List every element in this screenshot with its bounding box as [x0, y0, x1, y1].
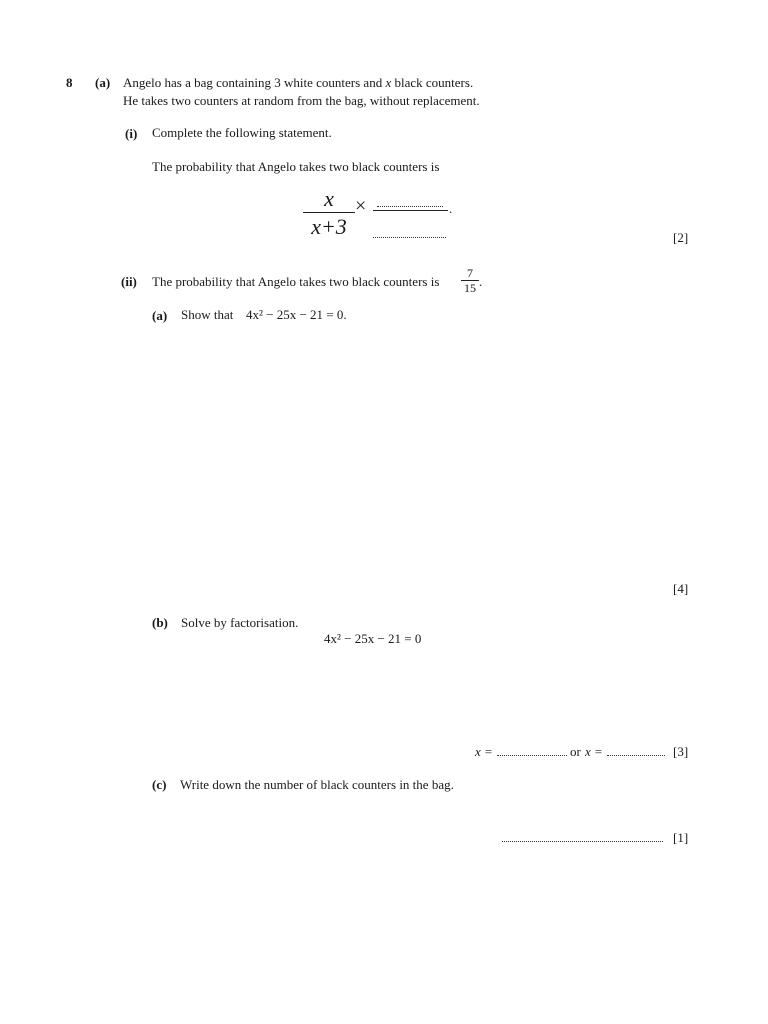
sub-a-equation: 4x² − 25x − 21 = 0.: [246, 307, 347, 322]
sub-b-label: (b): [152, 615, 168, 630]
intro-line-1: [123, 75, 473, 91]
sub-c-marks: [1]: [673, 830, 689, 845]
sub-b-working-area[interactable]: [152, 652, 672, 737]
part-i-marks: [2]: [673, 230, 689, 245]
answer-fraction[interactable]: [373, 196, 448, 242]
x2-label-text: x =: [585, 744, 603, 759]
sub-b-text: Solve by factorisation.: [181, 615, 299, 630]
fraction-7-over-15-denominator: 15: [464, 281, 476, 295]
intro-line-2: He takes two counters at random from the bag, without replacement.: [123, 93, 480, 108]
times-sign: ×: [355, 195, 367, 217]
sub-b-answer-x1-label: [475, 744, 493, 760]
fraction-numerator: x: [324, 186, 334, 211]
sub-c-answer-blank[interactable]: [502, 832, 663, 842]
part-i-instruction: Complete the following statement.: [152, 125, 332, 140]
fraction-x-over-x-plus-3: [303, 186, 355, 241]
sub-b-answer-x2-blank[interactable]: [607, 746, 665, 756]
sub-c-text: Write down the number of black counters in the bag.: [180, 777, 454, 792]
part-a-label: (a): [95, 75, 111, 90]
part-i-statement: The probability that Angelo takes two black counters is: [152, 159, 440, 174]
sub-b-answer-x1-blank[interactable]: [497, 746, 567, 756]
x1-label-text: x =: [475, 744, 493, 759]
intro-line-1-post: black counters.: [391, 75, 474, 90]
answer-denominator-blank[interactable]: [373, 233, 446, 238]
sub-a-text: Show that: [181, 307, 234, 322]
part-i-end-period: .: [449, 201, 453, 216]
fraction-denominator: x+3: [311, 214, 347, 239]
sub-a-working-area[interactable]: [152, 330, 672, 580]
sub-a-label: (a): [152, 308, 168, 323]
part-ii-end-period: .: [479, 274, 483, 289]
answer-fraction-bar: [373, 210, 448, 211]
part-ii-statement: The probability that Angelo takes two black counters is: [152, 274, 440, 289]
sub-a-marks: [4]: [673, 581, 689, 596]
answer-numerator-blank[interactable]: [377, 200, 443, 207]
sub-b-answer-x2-label: [585, 744, 603, 760]
sub-b-marks: [3]: [673, 744, 689, 759]
sub-c-label: (c): [152, 777, 167, 792]
fraction-7-over-15-numerator: 7: [467, 266, 473, 280]
intro-line-1-pre: Angelo has a bag containing 3 white counters and: [123, 75, 386, 90]
question-number: 8: [66, 75, 73, 90]
fraction-7-over-15: [461, 266, 479, 295]
sub-b-or: or: [570, 744, 581, 759]
intro-variable: x: [385, 75, 392, 90]
part-i-label: (i): [125, 126, 138, 141]
sub-b-equation: 4x² − 25x − 21 = 0: [324, 631, 422, 646]
part-ii-label: (ii): [121, 274, 137, 289]
